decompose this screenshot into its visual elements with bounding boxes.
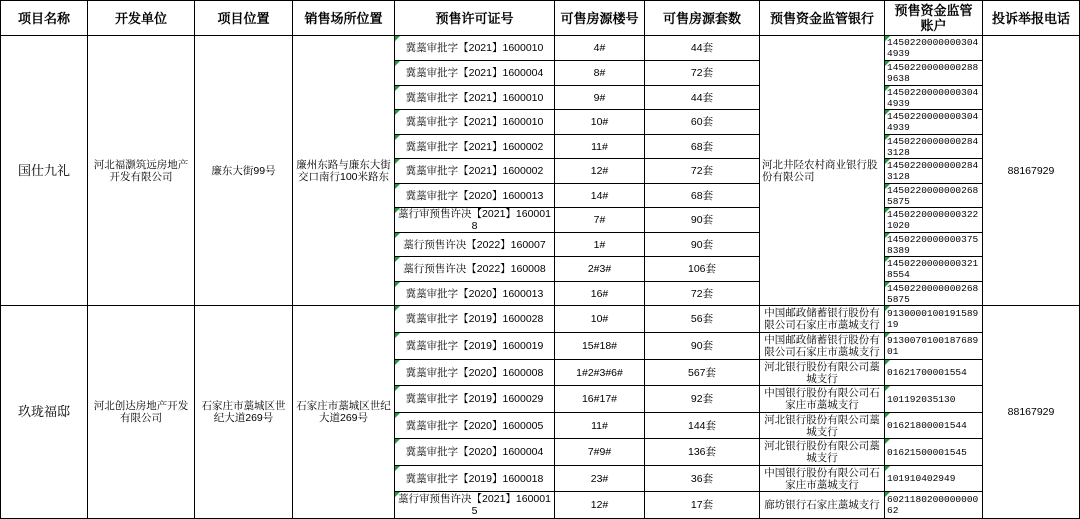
permit-number-cell[interactable]: 藁行审预售许决【2021】1600018 [395,208,555,233]
supervising-account-cell[interactable] [885,135,983,159]
building-number-cell[interactable]: 2#3# [555,257,645,282]
building-number-cell[interactable]: 1# [555,233,645,257]
unit-count-cell[interactable]: 72套 [645,61,760,86]
permit-number-cell[interactable]: 冀藁审批字【2021】1600004 [395,61,555,86]
building-number-cell[interactable]: 23# [555,466,645,492]
header-project-name[interactable]: 项目名称 [0,0,88,36]
supervising-account-cell[interactable] [885,439,983,466]
account-number: 14502200000003758389 [887,233,979,256]
project-name-cell[interactable]: 国仕九礼 [0,36,88,306]
supervising-bank-cell[interactable]: 河北银行股份有限公司藁城支行 [760,439,885,466]
supervising-account-cell[interactable] [885,466,983,492]
header-developer[interactable]: 开发单位 [88,0,195,36]
account-number: 101192035130 [887,393,956,405]
unit-count-cell[interactable]: 44套 [645,86,760,110]
building-number-cell[interactable]: 14# [555,184,645,208]
building-number-cell[interactable]: 15#18# [555,333,645,360]
account-number: 913007010018768901 [887,335,979,357]
unit-count-cell[interactable]: 92套 [645,386,760,413]
unit-count-cell[interactable]: 106套 [645,257,760,282]
permit-number-cell[interactable]: 冀藁审批字【2019】1600029 [395,386,555,413]
unit-count-cell[interactable]: 60套 [645,110,760,135]
account-number: 14502200000002889638 [887,62,979,84]
developer-cell[interactable]: 河北创达房地产开发有限公司 [88,306,195,519]
supervising-account-cell[interactable] [885,184,983,208]
building-number-cell[interactable]: 12# [555,492,645,519]
header-buildings[interactable]: 可售房源楼号 [555,0,645,36]
permit-number-cell[interactable]: 冀藁审批字【2021】1600010 [395,86,555,110]
permit-number-cell[interactable]: 冀藁审批字【2020】1600013 [395,282,555,306]
account-number: 14502200000003218554 [887,258,979,280]
unit-count-cell[interactable]: 144套 [645,413,760,439]
header-sales-office[interactable]: 销售场所位置 [293,0,395,36]
account-number: 01621800001544 [887,420,967,431]
header-presale-permit[interactable]: 预售许可证号 [395,0,555,36]
building-number-cell[interactable]: 10# [555,110,645,135]
permit-number-cell[interactable]: 冀藁审批字【2020】1600005 [395,413,555,439]
permit-number-cell[interactable]: 冀藁审批字【2020】1600008 [395,360,555,386]
supervising-account-cell[interactable] [885,257,983,282]
supervising-bank-cell[interactable]: 河北银行股份有限公司藁城支行 [760,413,885,439]
building-number-cell[interactable]: 10# [555,306,645,333]
complaint-phone-cell[interactable]: 88167929 [983,36,1080,306]
supervising-account-cell[interactable] [885,492,983,519]
account-number: 913000010019158919 [887,308,979,330]
sales-office-cell[interactable]: 石家庄市藁城区世纪大道269号 [293,306,395,519]
supervising-account-cell[interactable] [885,306,983,333]
permit-number-cell[interactable]: 冀藁审批字【2020】1600004 [395,439,555,466]
permit-number-cell[interactable]: 冀藁审批字【2019】1600018 [395,466,555,492]
permit-number-cell[interactable]: 冀藁审批字【2019】1600019 [395,333,555,360]
building-number-cell[interactable]: 8# [555,61,645,86]
permit-number-cell[interactable]: 冀藁审批字【2021】1600010 [395,110,555,135]
account-number: 14502200000002843128 [887,160,979,182]
account-number: 01621500001545 [887,446,967,458]
supervising-bank-cell[interactable]: 中国邮政储蓄银行股份有限公司石家庄市藁城支行 [760,333,885,360]
supervising-bank-cell[interactable]: 廊坊银行石家庄藁城支行 [760,492,885,519]
header-complaint-phone[interactable]: 投诉举报电话 [983,0,1080,36]
unit-count-cell[interactable]: 90套 [645,333,760,360]
header-project-location[interactable]: 项目位置 [195,0,293,36]
permit-number-cell[interactable]: 冀藁审批字【2021】1600010 [395,36,555,61]
permit-number-cell[interactable]: 藁行预售许决【2022】160007 [395,233,555,257]
project-location-cell[interactable]: 廉东大街99号 [195,36,293,306]
supervising-account-cell[interactable] [885,233,983,257]
supervising-account-cell[interactable] [885,159,983,184]
account-number: 14502200000002685875 [887,282,979,305]
unit-count-cell[interactable]: 90套 [645,233,760,257]
building-number-cell[interactable]: 1#2#3#6# [555,360,645,386]
unit-count-cell[interactable]: 36套 [645,466,760,492]
building-number-cell[interactable]: 16# [555,282,645,306]
supervising-account-cell[interactable] [885,208,983,233]
supervising-bank-cell[interactable]: 中国银行股份有限公司石家庄市藁城支行 [760,466,885,492]
account-number: 14502200000003044939 [887,37,979,59]
supervising-account-cell[interactable] [885,86,983,110]
permit-number-cell[interactable]: 冀藁审批字【2020】1600013 [395,184,555,208]
project-name-cell[interactable]: 玖珑福邸 [0,306,88,519]
unit-count-cell[interactable]: 44套 [645,36,760,61]
account-number: 01621700001554 [887,367,967,378]
header-units[interactable]: 可售房源套数 [645,0,760,36]
permit-number-cell[interactable]: 藁行预售许决【2022】160008 [395,257,555,282]
unit-count-cell[interactable]: 90套 [645,208,760,233]
unit-count-cell[interactable]: 68套 [645,135,760,159]
header-supervising-account[interactable]: 预售资金监管账户 [885,0,983,36]
supervising-account-cell[interactable] [885,333,983,360]
building-number-cell[interactable]: 7# [555,208,645,233]
sales-office-cell[interactable]: 廉州东路与廉东大街交口南行100米路东 [293,36,395,306]
permit-number-cell[interactable]: 冀藁审批字【2021】1600002 [395,135,555,159]
supervising-account-cell[interactable] [885,61,983,86]
supervising-bank-cell[interactable]: 中国银行股份有限公司石家庄市藁城支行 [760,386,885,413]
unit-count-cell[interactable]: 17套 [645,492,760,519]
developer-cell[interactable]: 河北福灏筑远房地产开发有限公司 [88,36,195,306]
account-number: 602118020000000062 [887,494,979,516]
supervising-bank-cell[interactable]: 河北井陉农村商业银行股份有限公司 [760,36,885,306]
complaint-phone-cell[interactable]: 88167929 [983,306,1080,519]
unit-count-cell[interactable]: 72套 [645,282,760,306]
unit-count-cell[interactable]: 68套 [645,184,760,208]
account-number: 14502200000002685875 [887,184,979,207]
supervising-account-cell[interactable] [885,360,983,386]
supervising-account-cell[interactable] [885,386,983,413]
account-number: 101910402949 [887,473,956,484]
header-supervising-bank[interactable]: 预售资金监管银行 [760,0,885,36]
building-number-cell[interactable]: 16#17# [555,386,645,413]
supervising-account-cell[interactable] [885,413,983,439]
building-number-cell[interactable]: 11# [555,413,645,439]
project-location-cell[interactable]: 石家庄市藁城区世纪大道269号 [195,306,293,519]
building-number-cell[interactable]: 4# [555,36,645,61]
building-number-cell[interactable]: 7#9# [555,439,645,466]
account-number: 14502200000003044939 [887,111,979,133]
account-number: 14502200000002843128 [887,135,979,158]
account-number: 14502200000003221020 [887,209,979,231]
unit-count-cell[interactable]: 136套 [645,439,760,466]
permit-number-cell[interactable]: 冀藁审批字【2021】1600002 [395,159,555,184]
unit-count-cell[interactable]: 567套 [645,360,760,386]
supervising-bank-cell[interactable]: 中国邮政储蓄银行股份有限公司石家庄市藁城支行 [760,306,885,333]
account-number: 14502200000003044939 [887,86,979,109]
building-number-cell[interactable]: 11# [555,135,645,159]
permit-number-cell[interactable]: 藁行审预售许决【2021】1600015 [395,492,555,519]
building-number-cell[interactable]: 12# [555,159,645,184]
building-number-cell[interactable]: 9# [555,86,645,110]
unit-count-cell[interactable]: 56套 [645,306,760,333]
supervising-account-cell[interactable] [885,36,983,61]
unit-count-cell[interactable]: 72套 [645,159,760,184]
supervising-account-cell[interactable] [885,282,983,306]
supervising-bank-cell[interactable]: 河北银行股份有限公司藁城支行 [760,360,885,386]
permit-number-cell[interactable]: 冀藁审批字【2019】1600028 [395,306,555,333]
supervising-account-cell[interactable] [885,110,983,135]
